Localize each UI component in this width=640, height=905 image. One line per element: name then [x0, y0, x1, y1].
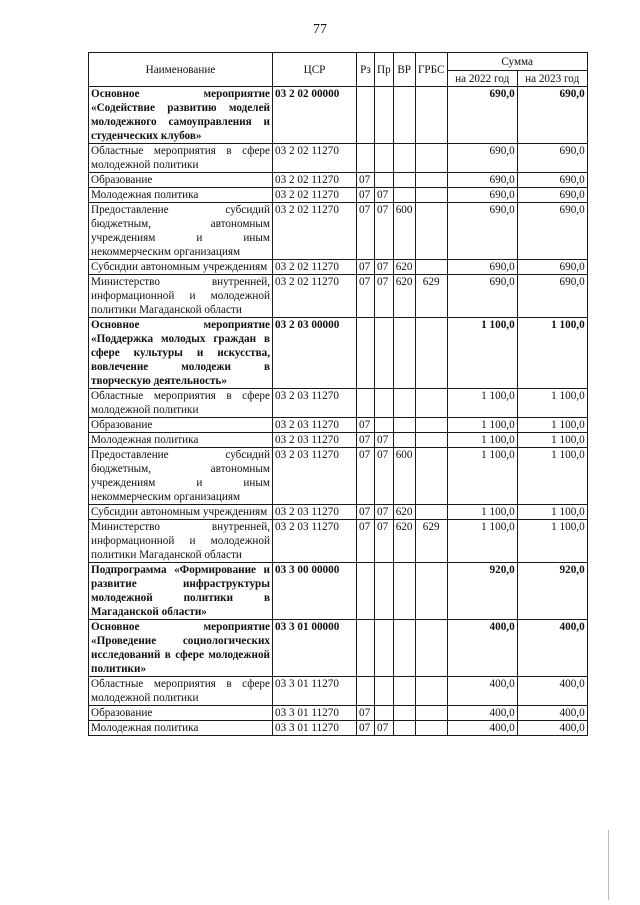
cell-csr: 03 2 02 11270	[273, 275, 357, 318]
header-sum: Сумма	[447, 53, 587, 71]
cell-sum-2022: 690,0	[447, 188, 517, 203]
cell-name: Субсидии автономным учреждениям	[89, 260, 273, 275]
cell-rz: 07	[357, 275, 375, 318]
cell-csr: 03 2 03 11270	[273, 520, 357, 563]
cell-pr	[375, 173, 394, 188]
cell-rz: 07	[357, 173, 375, 188]
table-row	[89, 620, 588, 677]
table-row	[89, 505, 588, 520]
cell-csr: 03 2 03 11270	[273, 448, 357, 505]
cell-sum-2022: 690,0	[447, 275, 517, 318]
cell-sum-2022: 690,0	[447, 260, 517, 275]
cell-grbs: 629	[415, 275, 447, 318]
cell-grbs	[415, 173, 447, 188]
cell-name: Предоставление субсидий бюджетным, автономным учреждениям и иным некоммерческим организациям	[89, 203, 273, 260]
cell-sum-2023: 690,0	[517, 275, 587, 318]
cell-grbs	[415, 706, 447, 721]
cell-sum-2022: 690,0	[447, 173, 517, 188]
cell-sum-2022: 690,0	[447, 87, 517, 144]
cell-vr	[393, 418, 415, 433]
cell-pr: 07	[375, 188, 394, 203]
cell-grbs: 629	[415, 520, 447, 563]
table-row	[89, 677, 588, 706]
cell-grbs	[415, 677, 447, 706]
cell-vr	[393, 144, 415, 173]
cell-sum-2023: 400,0	[517, 620, 587, 677]
cell-sum-2022: 1 100,0	[447, 505, 517, 520]
header-vr: ВР	[393, 53, 415, 87]
page-number: 77	[313, 22, 327, 37]
cell-vr	[393, 173, 415, 188]
table-row	[89, 87, 588, 144]
cell-sum-2022: 1 100,0	[447, 418, 517, 433]
cell-sum-2023: 690,0	[517, 173, 587, 188]
cell-rz	[357, 87, 375, 144]
cell-vr	[393, 188, 415, 203]
cell-sum-2022: 1 100,0	[447, 433, 517, 448]
cell-rz: 07	[357, 188, 375, 203]
cell-grbs	[415, 188, 447, 203]
cell-csr: 03 2 02 11270	[273, 173, 357, 188]
header-year-2023: на 2023 год	[517, 71, 587, 87]
cell-csr: 03 2 03 00000	[273, 318, 357, 389]
cell-vr	[393, 563, 415, 620]
cell-pr: 07	[375, 520, 394, 563]
cell-sum-2023: 1 100,0	[517, 318, 587, 389]
cell-name: Министерство внутренней, информационной и молодежной политики Магаданской области	[89, 520, 273, 563]
cell-rz: 07	[357, 505, 375, 520]
cell-vr	[393, 677, 415, 706]
cell-csr: 03 2 03 11270	[273, 505, 357, 520]
cell-sum-2023: 1 100,0	[517, 433, 587, 448]
cell-rz: 07	[357, 448, 375, 505]
cell-csr: 03 2 02 11270	[273, 144, 357, 173]
cell-rz	[357, 389, 375, 418]
cell-name: Подпрограмма «Формирование и развитие инфраструктуры молодежной политики в Магаданской области»	[89, 563, 273, 620]
cell-sum-2023: 400,0	[517, 721, 587, 736]
cell-pr: 07	[375, 275, 394, 318]
cell-vr: 620	[393, 275, 415, 318]
table-row	[89, 448, 588, 505]
table-row	[89, 260, 588, 275]
cell-rz	[357, 677, 375, 706]
cell-rz	[357, 563, 375, 620]
cell-csr: 03 2 02 11270	[273, 188, 357, 203]
table-row	[89, 173, 588, 188]
cell-vr: 620	[393, 505, 415, 520]
cell-name: Основное мероприятие «Поддержка молодых граждан в сфере культуры и искусства, вовлечение молодежи в творческую деятельность»	[89, 318, 273, 389]
cell-name: Образование	[89, 706, 273, 721]
table-row	[89, 433, 588, 448]
cell-sum-2023: 400,0	[517, 677, 587, 706]
cell-csr: 03 3 00 00000	[273, 563, 357, 620]
cell-pr: 07	[375, 721, 394, 736]
cell-sum-2022: 690,0	[447, 144, 517, 173]
cell-name: Субсидии автономным учреждениям	[89, 505, 273, 520]
table-row	[89, 318, 588, 389]
cell-name: Областные мероприятия в сфере молодежной политики	[89, 677, 273, 706]
cell-pr: 07	[375, 260, 394, 275]
table-row	[89, 721, 588, 736]
cell-vr	[393, 389, 415, 418]
table-row	[89, 563, 588, 620]
cell-name: Предоставление субсидий бюджетным, автономным учреждениям и иным некоммерческим организациям	[89, 448, 273, 505]
cell-pr: 07	[375, 433, 394, 448]
cell-csr: 03 2 02 00000	[273, 87, 357, 144]
cell-rz: 07	[357, 520, 375, 563]
header-rz: Рз	[357, 53, 375, 87]
header-name: Наименование	[89, 53, 273, 87]
cell-sum-2023: 690,0	[517, 260, 587, 275]
cell-sum-2022: 400,0	[447, 706, 517, 721]
cell-sum-2023: 690,0	[517, 203, 587, 260]
header-csr: ЦСР	[273, 53, 357, 87]
table-body	[89, 87, 588, 736]
cell-sum-2022: 920,0	[447, 563, 517, 620]
cell-csr: 03 3 01 00000	[273, 620, 357, 677]
cell-csr: 03 3 01 11270	[273, 677, 357, 706]
cell-sum-2022: 690,0	[447, 203, 517, 260]
cell-grbs	[415, 87, 447, 144]
cell-sum-2022: 1 100,0	[447, 318, 517, 389]
cell-rz: 07	[357, 433, 375, 448]
cell-rz: 07	[357, 721, 375, 736]
cell-rz: 07	[357, 706, 375, 721]
cell-sum-2023: 690,0	[517, 87, 587, 144]
cell-sum-2023: 400,0	[517, 706, 587, 721]
cell-pr	[375, 706, 394, 721]
header-grbs: ГРБС	[415, 53, 447, 87]
table-row	[89, 203, 588, 260]
cell-name: Министерство внутренней, информационной и молодежной политики Магаданской области	[89, 275, 273, 318]
cell-rz: 07	[357, 260, 375, 275]
table-row	[89, 275, 588, 318]
cell-csr: 03 2 03 11270	[273, 433, 357, 448]
table-row	[89, 389, 588, 418]
cell-vr	[393, 318, 415, 389]
cell-sum-2022: 1 100,0	[447, 520, 517, 563]
cell-grbs	[415, 505, 447, 520]
cell-csr: 03 2 02 11270	[273, 203, 357, 260]
scan-edge-line	[608, 830, 609, 900]
cell-sum-2023: 1 100,0	[517, 520, 587, 563]
cell-rz	[357, 144, 375, 173]
cell-pr: 07	[375, 505, 394, 520]
cell-name: Областные мероприятия в сфере молодежной политики	[89, 144, 273, 173]
cell-sum-2022: 1 100,0	[447, 389, 517, 418]
cell-vr	[393, 433, 415, 448]
header-year-2022: на 2022 год	[447, 71, 517, 87]
cell-name: Основное мероприятие «Проведение социологических исследований в сфере молодежной политики»	[89, 620, 273, 677]
cell-csr: 03 2 03 11270	[273, 389, 357, 418]
cell-sum-2023: 1 100,0	[517, 418, 587, 433]
cell-pr: 07	[375, 203, 394, 260]
cell-csr: 03 3 01 11270	[273, 721, 357, 736]
cell-grbs	[415, 448, 447, 505]
cell-grbs	[415, 418, 447, 433]
table-row	[89, 520, 588, 563]
cell-vr: 620	[393, 520, 415, 563]
cell-pr	[375, 389, 394, 418]
cell-vr	[393, 721, 415, 736]
cell-rz	[357, 620, 375, 677]
cell-pr	[375, 87, 394, 144]
cell-vr: 620	[393, 260, 415, 275]
cell-pr	[375, 144, 394, 173]
header-pr: Пр	[375, 53, 394, 87]
cell-sum-2023: 1 100,0	[517, 448, 587, 505]
cell-vr	[393, 87, 415, 144]
table-row	[89, 188, 588, 203]
cell-vr: 600	[393, 203, 415, 260]
cell-sum-2023: 920,0	[517, 563, 587, 620]
budget-table	[88, 52, 588, 736]
cell-name: Областные мероприятия в сфере молодежной политики	[89, 389, 273, 418]
cell-name: Образование	[89, 173, 273, 188]
header-row	[89, 53, 588, 71]
cell-sum-2022: 400,0	[447, 721, 517, 736]
cell-rz	[357, 318, 375, 389]
table-row	[89, 418, 588, 433]
cell-csr: 03 2 03 11270	[273, 418, 357, 433]
cell-rz: 07	[357, 418, 375, 433]
cell-sum-2023: 1 100,0	[517, 389, 587, 418]
cell-sum-2023: 690,0	[517, 188, 587, 203]
cell-sum-2023: 1 100,0	[517, 505, 587, 520]
cell-name: Молодежная политика	[89, 433, 273, 448]
cell-sum-2022: 1 100,0	[447, 448, 517, 505]
cell-name: Молодежная политика	[89, 721, 273, 736]
cell-name: Основное мероприятие «Содействие развитию моделей молодежного самоуправления и студенческих клубов»	[89, 87, 273, 144]
cell-csr: 03 3 01 11270	[273, 706, 357, 721]
cell-grbs	[415, 433, 447, 448]
cell-grbs	[415, 620, 447, 677]
cell-vr	[393, 706, 415, 721]
cell-grbs	[415, 721, 447, 736]
cell-pr	[375, 620, 394, 677]
cell-pr	[375, 418, 394, 433]
cell-name: Образование	[89, 418, 273, 433]
cell-rz: 07	[357, 203, 375, 260]
cell-pr: 07	[375, 448, 394, 505]
table-row	[89, 144, 588, 173]
cell-sum-2023: 690,0	[517, 144, 587, 173]
cell-csr: 03 2 02 11270	[273, 260, 357, 275]
table-row	[89, 706, 588, 721]
cell-grbs	[415, 563, 447, 620]
cell-pr	[375, 318, 394, 389]
cell-vr	[393, 620, 415, 677]
cell-sum-2022: 400,0	[447, 620, 517, 677]
cell-name: Молодежная политика	[89, 188, 273, 203]
cell-grbs	[415, 389, 447, 418]
cell-vr: 600	[393, 448, 415, 505]
cell-sum-2022: 400,0	[447, 677, 517, 706]
cell-grbs	[415, 260, 447, 275]
cell-pr	[375, 677, 394, 706]
cell-grbs	[415, 318, 447, 389]
cell-grbs	[415, 144, 447, 173]
cell-pr	[375, 563, 394, 620]
cell-grbs	[415, 203, 447, 260]
